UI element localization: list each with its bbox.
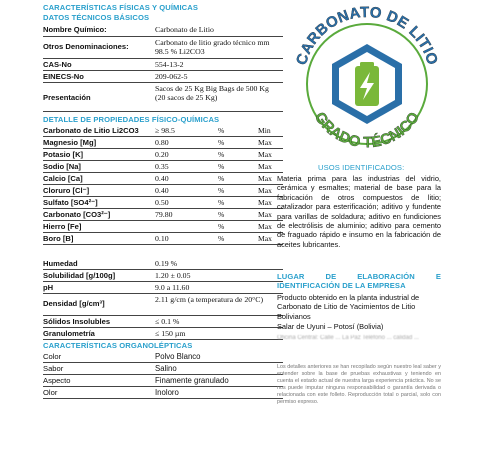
section-title-lugar: LUGAR DE ELABORACIÓN E IDENTIFICACIÓN DE LA EMPRESA — [277, 272, 441, 290]
prop-label: Sulfato [SO4²⁻] — [43, 198, 98, 207]
prop-limit: Max — [258, 174, 272, 183]
prop-limit: Max — [258, 198, 272, 207]
row-value: 209-062-5 — [155, 72, 188, 81]
prop-label: Potasio [K] — [43, 150, 84, 159]
usos-paragraph: Materia prima para las industrias del vidrio, cerámica y esmaltes; material de base para la fabricación de otros compuestos de litio; catalizador para esterificación; aditivo y fundente para varillas de soldadura; aditivo en fundiciones de electrólisis de aluminio; aditivo para cemento de fraguado rápido e insumo en la fabricación de aceites lubricantes. — [277, 174, 441, 249]
lugar-paragraph: Producto obtenido en la planta industrial de Carbonato de Litio de Yacimientos de Litio Bolivianos — [277, 293, 420, 321]
prop-value: ≥ 98.5 — [155, 126, 175, 135]
organo-row — [43, 364, 283, 375]
row-value: Sacos de 25 Kg Big Bags de 500 Kg (20 sacos de 25 Kg) — [155, 84, 269, 102]
prop-row — [43, 210, 283, 221]
prop-row — [43, 126, 283, 137]
prop-value: 0.40 — [155, 174, 169, 183]
basic-row — [43, 84, 283, 112]
organo-label: Color — [43, 352, 62, 361]
row-label: EINECS-No — [43, 72, 84, 81]
organo-row — [43, 352, 283, 363]
prop-limit: Max — [258, 186, 272, 195]
logo-bottom-text: GRADO TÉCNICO — [310, 109, 424, 152]
extra-value: 0.19 % — [155, 259, 178, 268]
prop-limit: Max — [258, 234, 272, 243]
prop-row — [43, 138, 283, 149]
prop-row — [43, 222, 283, 233]
extra-row — [43, 259, 283, 270]
organo-label: Sabor — [43, 364, 64, 373]
row-label: Nombre Químico: — [43, 25, 107, 34]
prop-limit: Max — [258, 222, 272, 231]
extra-row — [43, 317, 283, 328]
prop-unit: % — [218, 126, 225, 135]
prop-value: 79.80 — [155, 210, 173, 219]
prop-label: Boro [B] — [43, 234, 74, 243]
section-title-organoleptic: CARACTERÍSTICAS ORGANOLÉPTICAS — [43, 341, 193, 350]
prop-limit: Max — [258, 210, 272, 219]
basic-row — [43, 38, 283, 59]
extra-label: Sólidos Insolubles — [43, 317, 111, 326]
extra-label: Granulometría — [43, 329, 95, 338]
extra-value: 2.11 g/cm (a temperatura de 20°C) — [155, 295, 264, 304]
row-label: Otros Denominaciones: — [43, 42, 129, 51]
prop-value: 0.50 — [155, 198, 169, 207]
prop-value: 0.10 — [155, 234, 169, 243]
prop-unit: % — [218, 174, 225, 183]
organo-value: Inoloro — [155, 388, 179, 397]
logo-graphic — [292, 0, 442, 160]
extra-value: ≤ 0.1 % — [155, 317, 180, 326]
row-label: Presentación — [43, 93, 91, 102]
organo-value: Finamente granulado — [155, 376, 229, 385]
prop-row — [43, 198, 283, 209]
organo-label: Olor — [43, 388, 58, 397]
prop-unit: % — [218, 222, 225, 231]
extra-row — [43, 271, 283, 282]
prop-limit: Max — [258, 138, 272, 147]
basic-row — [43, 25, 283, 37]
extra-row — [43, 295, 283, 316]
row-value: Carbonato de Litio — [155, 25, 214, 34]
prop-label: Carbonato [CO3²⁻] — [43, 210, 111, 219]
row-value: 554-13-2 — [155, 60, 184, 69]
prop-unit: % — [218, 162, 225, 171]
prop-row — [43, 234, 283, 245]
section-title-props: DETALLE DE PROPIEDADES FÍSICO-QUÍMICAS — [43, 115, 220, 124]
disclaimer-text: Los detalles anteriores se han recopilado según nuestro leal saber y entender sobre la base de pruebas exhaustivas y teniendo en cuenta el estado actual de nuestra larga experiencia práctica. No se nos puede imputar ninguna responsabilidad o garantía derivada o relacionada con este folleto. Reproducción total o parcial, solo con permiso expreso. — [277, 364, 441, 405]
prop-value: 0.35 — [155, 162, 169, 171]
prop-label: Magnesio [Mg] — [43, 138, 97, 147]
extra-value: 9.0 a 11.60 — [155, 283, 190, 292]
basic-row — [43, 72, 283, 83]
prop-unit: % — [218, 198, 225, 207]
section-title-usos: USOS IDENTIFICADOS: — [318, 163, 405, 172]
prop-limit: Max — [258, 150, 272, 159]
prop-label: Cloruro [Cl⁻] — [43, 186, 90, 195]
extra-label: Solubilidad [g/100g] — [43, 271, 116, 280]
prop-value: 0.80 — [155, 138, 169, 147]
blurred-contact: Oficina Central: Calle ... La Paz Teléfono ... calidad ... — [277, 335, 419, 341]
prop-label: Carbonato de Litio Li2CO3 — [43, 126, 139, 135]
prop-limit: Max — [258, 162, 272, 171]
prop-limit: Min — [258, 126, 271, 135]
extra-value: ≤ 150 µm — [155, 329, 186, 338]
prop-value: 0.20 — [155, 150, 169, 159]
prop-row — [43, 174, 283, 185]
battery-icon — [355, 62, 379, 106]
row-label: CAS-No — [43, 60, 72, 69]
row-value: Carbonato de litio grado técnico mm 98.5 % Li2CO3 — [155, 38, 270, 56]
organo-label: Aspecto — [43, 376, 71, 385]
prop-unit: % — [218, 234, 225, 243]
organo-row — [43, 388, 283, 399]
section-title-physical: CARACTERÍSTICAS FÍSICAS Y QUÍMICAS — [43, 3, 199, 12]
prop-unit: % — [218, 138, 225, 147]
organo-value: Polvo Blanco — [155, 352, 201, 361]
prop-label: Hierro [Fe] — [43, 222, 82, 231]
product-logo — [292, 0, 442, 160]
extra-label: Humedad — [43, 259, 78, 268]
prop-label: Sodio [Na] — [43, 162, 81, 171]
prop-unit: % — [218, 150, 225, 159]
extra-row — [43, 329, 283, 340]
extra-label: Densidad [g/cm³] — [43, 299, 105, 308]
organo-row — [43, 376, 283, 387]
extra-label: pH — [43, 283, 54, 292]
prop-unit: % — [218, 186, 225, 195]
extra-value: 1.20 ± 0.05 — [155, 271, 191, 280]
prop-row — [43, 162, 283, 173]
prop-value: 0.40 — [155, 186, 169, 195]
organo-value: Salino — [155, 364, 177, 373]
prop-unit: % — [218, 210, 225, 219]
basic-row — [43, 60, 283, 71]
prop-row — [43, 186, 283, 197]
prop-label: Calcio [Ca] — [43, 174, 83, 183]
prop-row — [43, 150, 283, 161]
section-title-basic: DATOS TÉCNICOS BÁSICOS — [43, 13, 150, 22]
extra-row — [43, 283, 283, 294]
salar-location: Salar de Uyuni – Potosí (Bolivia) — [277, 322, 384, 331]
logo-top-text: CARBONATO DE LITIO — [292, 3, 442, 68]
